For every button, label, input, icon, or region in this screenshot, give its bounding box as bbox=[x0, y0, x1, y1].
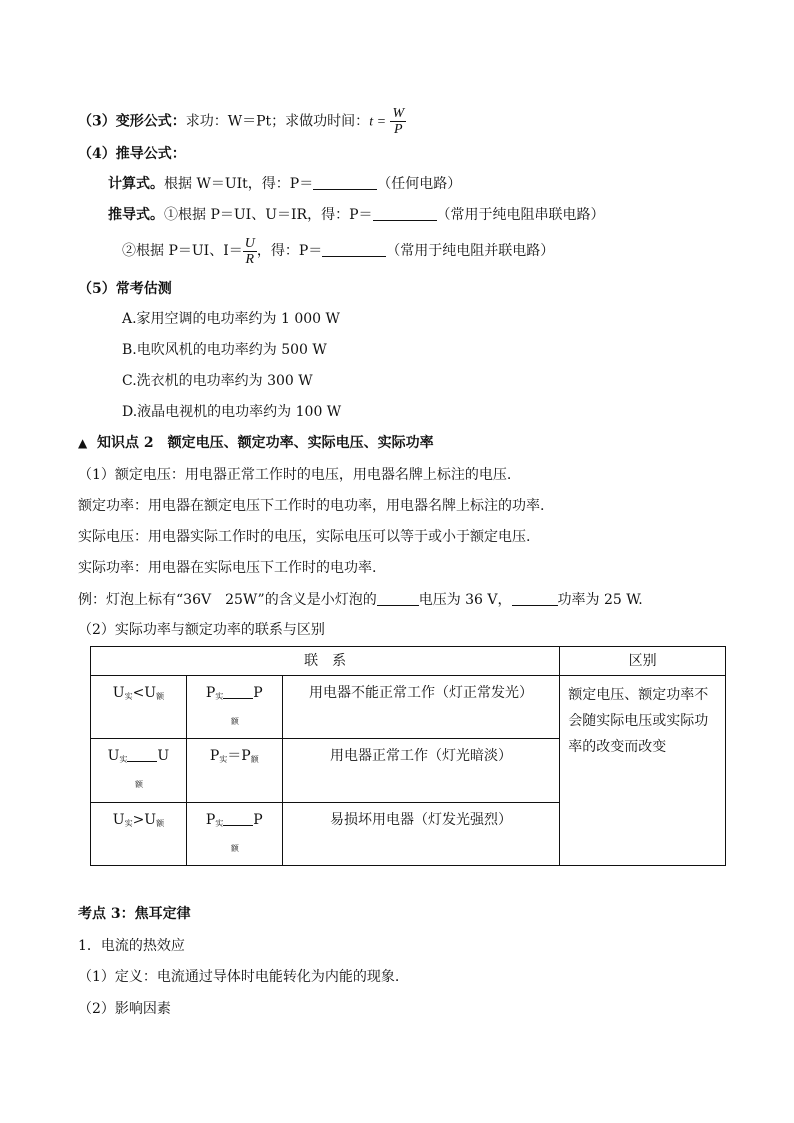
heat-effect-title: 1．电流的热效应 bbox=[78, 938, 185, 954]
derive1-blank[interactable] bbox=[373, 206, 437, 221]
estimate-item-a: A.家用空调的电功率约为 1 000 W bbox=[122, 311, 340, 327]
example-text-2: 电压为 36 V， bbox=[418, 592, 512, 608]
time-formula-lhs: t = bbox=[369, 114, 387, 130]
example-blank-1[interactable] bbox=[377, 591, 419, 606]
example-text-1: 例：灯泡上标有“36V 25W”的含义是小灯泡的 bbox=[78, 592, 377, 608]
heat-effect-factors: （2）影响因素 bbox=[78, 1001, 171, 1017]
calc-line bbox=[108, 175, 461, 193]
estimate-item-b: B.电吹风机的电功率约为 500 W bbox=[122, 342, 327, 358]
power-blank[interactable] bbox=[223, 684, 253, 699]
voltage-blank[interactable] bbox=[127, 747, 157, 762]
example-text-3: 功率为 25 W. bbox=[557, 592, 643, 608]
section3-text: 求功：W＝Pt；求做功时间： bbox=[185, 113, 370, 130]
voltage-cell: $U_实<U_额$ bbox=[91, 676, 187, 739]
calc-text: 根据 W＝UIt，得：P＝ bbox=[164, 176, 314, 192]
derive1-text: ①根据 P＝UI、U＝IR，得：P＝ bbox=[164, 207, 373, 223]
example-line bbox=[78, 591, 643, 609]
section5-label: （5）常考估测 bbox=[78, 281, 172, 297]
description-cell: 易损坏用电器（灯发光强烈） bbox=[282, 803, 560, 866]
estimate-item-d: D.液晶电视机的电功率约为 100 W bbox=[122, 404, 342, 420]
calc-note: （任何电路） bbox=[377, 176, 462, 192]
time-formula-fraction bbox=[390, 106, 406, 137]
sub2-heading: （2）实际功率与额定功率的联系与区别 bbox=[78, 622, 325, 638]
section3-line bbox=[78, 106, 406, 137]
definition-actual-voltage: 实际电压：用电器实际工作时的电压，实际电压可以等于或小于额定电压. bbox=[78, 529, 531, 545]
derive1-note: （常用于纯电阻串联电路） bbox=[436, 207, 605, 223]
derive2-blank[interactable] bbox=[322, 242, 386, 257]
difference-cell: 额定电压、额定功率不会随实际电压或实际功率的改变而改变 bbox=[560, 676, 726, 866]
estimate-item-c: C.洗衣机的电功率约为 300 W bbox=[122, 373, 313, 389]
derive1-label: 推导式。 bbox=[108, 207, 164, 223]
fraction-numerator: W bbox=[392, 106, 405, 121]
fraction-denominator: P bbox=[394, 122, 403, 137]
calc-blank[interactable] bbox=[313, 175, 377, 190]
heat-effect-definition: （1）定义：电流通过导体时电能转化为内能的现象. bbox=[78, 969, 400, 985]
header-diff: 区别 bbox=[560, 647, 726, 676]
current-fraction bbox=[243, 236, 257, 267]
derive1-line bbox=[108, 206, 605, 224]
voltage-cell: $U_实>U_额$ bbox=[91, 803, 187, 866]
fraction-numerator: U bbox=[244, 235, 255, 251]
table-row bbox=[91, 676, 726, 739]
knowledge-point-2-title: 知识点 2 额定电压、额定功率、实际电压、实际功率 bbox=[96, 435, 434, 451]
example-blank-2[interactable] bbox=[512, 591, 558, 606]
exam-point-3-heading: 考点 3：焦耳定律 bbox=[78, 906, 191, 922]
comparison-table bbox=[90, 646, 726, 866]
derive2-text2: ，得：P＝ bbox=[256, 243, 323, 259]
derive2-text1: ②根据 P＝UI、I＝ bbox=[122, 243, 243, 259]
power-cell: $P_实$ P 额 bbox=[186, 676, 282, 739]
fraction-denominator: R bbox=[245, 251, 255, 267]
definition-actual-power: 实际功率：用电器在实际电压下工作时的电功率. bbox=[78, 560, 377, 576]
power-cell: $P_实$ P 额 bbox=[186, 803, 282, 866]
calc-label: 计算式。 bbox=[108, 176, 164, 192]
power-cell: $P_实=P_额$ bbox=[186, 739, 282, 803]
definition-rated-voltage: （1）额定电压：用电器正常工作时的电压，用电器名牌上标注的电压. bbox=[78, 467, 512, 483]
description-cell: 用电器不能正常工作（灯正常发光） bbox=[282, 676, 560, 739]
triangle-icon: ▲ bbox=[78, 436, 88, 450]
header-link: 联 系 bbox=[91, 647, 560, 676]
knowledge-point-2-heading bbox=[78, 434, 434, 452]
section4-label: （4）推导公式： bbox=[78, 146, 186, 162]
derive2-note: （常用于纯电阻并联电路） bbox=[386, 243, 555, 259]
derive2-line bbox=[122, 234, 554, 268]
definition-rated-power: 额定功率：用电器在额定电压下工作时的电功率，用电器名牌上标注的功率. bbox=[78, 498, 545, 514]
voltage-cell: $U_实$ U 额 bbox=[91, 739, 187, 803]
section3-label: （3）变形公式： bbox=[78, 113, 186, 130]
power-blank[interactable] bbox=[223, 811, 253, 826]
description-cell: 用电器正常工作（灯光暗淡） bbox=[282, 739, 560, 803]
